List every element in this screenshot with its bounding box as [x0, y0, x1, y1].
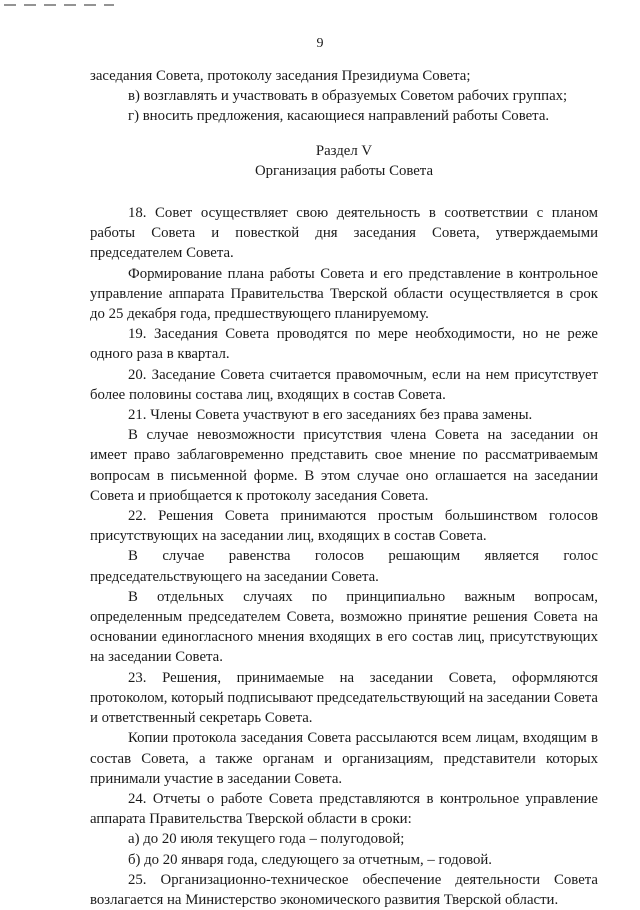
section-number: Раздел V [315, 142, 373, 159]
paragraph-plan: Формирование плана работы Совета и его представление в контрольное управление аппарата Правительства Тверской области осуществляется в срок до 25 декабря года, предшествующего планируемому. [90, 265, 598, 323]
paragraph-continuation: заседания Совета, протоколу заседания Президиума Совета; [90, 68, 471, 84]
paragraph-absence: В случае невозможности присутствия члена Совета на заседании он имеет право заблаговременно представить свое мнение по рассматриваемым вопросам в письменной форме. В этом случае оно оглашается на заседании Совета и приобщается к протоколу заседания Совета. [90, 427, 598, 504]
paragraph-item-g: г) вносить предложения, касающиеся направлений работы Совета. [128, 108, 550, 125]
section-title: Организация работы Совета [254, 162, 434, 179]
paragraph-24: 24. Отчеты о работе Совета представляются в контрольное управление аппарата Правительства Тверской области в сроки: [90, 790, 598, 828]
paragraph-18: 18. Совет осуществляет свою деятельность в соответствии с планом работы Совета и повесткой дня заседания Совета, утверждаемыми председателем Совета. [90, 205, 598, 262]
paragraph-24-a: а) до 20 июля текущего года – полугодовой; [128, 831, 405, 848]
paragraph-20: 20. Заседание Совета считается правомочным, если на нем присутствует более половины состава лиц, входящих в состав Совета. [90, 366, 598, 403]
paragraph-tie: В случае равенства голосов решающим является голос председательствующего на заседании Совета. [90, 548, 598, 585]
paragraph-25: 25. Организационно-техническое обеспечение деятельности Совета возлагается на Министерство экономического развития Тверской области. [90, 871, 598, 908]
page-number: 9 [316, 36, 324, 51]
scan-edge-marks [4, 4, 114, 6]
paragraph-unanimous: В отдельных случаях по принципиально важным вопросам, определенным председателем Совета, возможно принятие решения Совета на основании единогласного мнения входящих в его состав лиц, присутствующих на заседании Совета. [90, 588, 598, 666]
paragraph-copies: Копии протокола заседания Совета рассылаются всем лицам, входящим в состав Совета, а также органам и организациям, представители которых принимали участие в заседании Совета. [90, 730, 598, 787]
paragraph-19: 19. Заседания Совета проводятся по мере необходимости, но не реже одного раза в квартал. [90, 326, 598, 363]
paragraph-22: 22. Решения Совета принимаются простым большинством голосов присутствующих на заседании лиц, входящих в состав Совета. [90, 508, 598, 545]
paragraph-item-v: в) возглавлять и участвовать в образуемых Советом рабочих группах; [128, 88, 568, 105]
paragraph-23: 23. Решения, принимаемые на заседании Совета, оформляются протоколом, который подписывают председательствующий на заседании Совета и ответственный секретарь Совета. [90, 669, 598, 727]
paragraph-21: 21. Члены Совета участвуют в его заседаниях без права замены. [128, 407, 533, 424]
paragraph-24-b: б) до 20 января года, следующего за отчетным, – годовой. [128, 851, 492, 868]
document-body [90, 66, 598, 910]
